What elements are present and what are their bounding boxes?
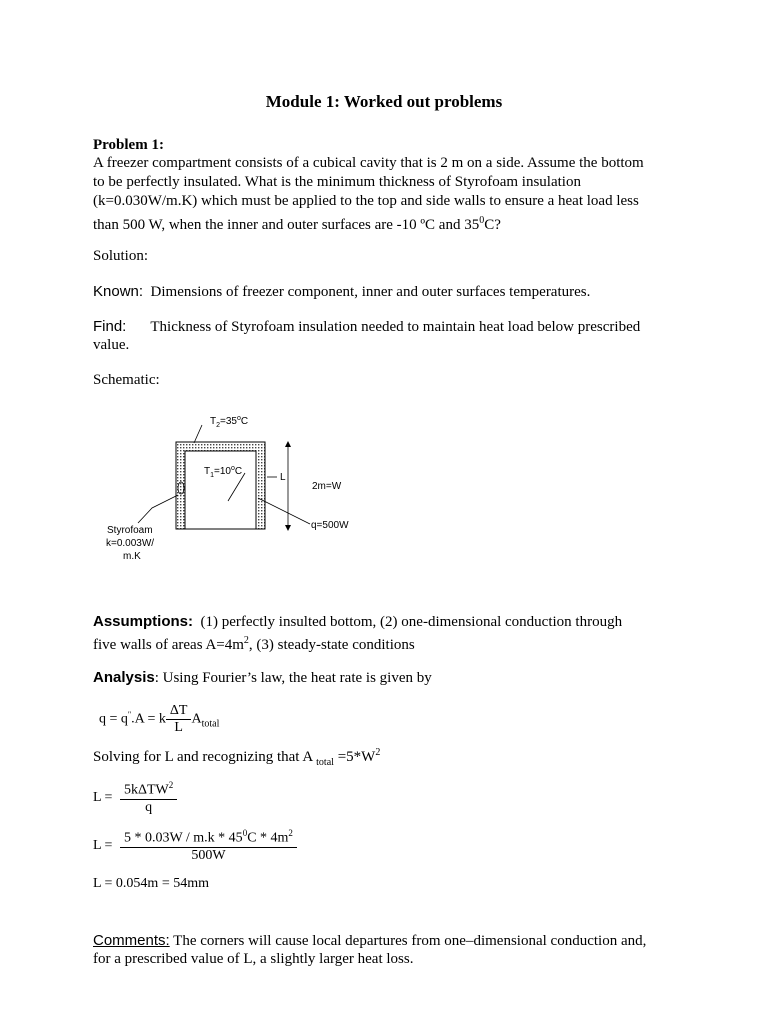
assumptions-line-2 [93,631,675,655]
comments-text-1: The corners will cause local departures from one–dimensional conduction and, [173,933,647,949]
equation-l [93,780,177,816]
height-arrow-bottom [285,525,291,531]
eq3-fraction [120,828,297,864]
cavity-outline [185,451,256,529]
assumptions-text-2b: , (3) steady-state conditions [248,637,415,653]
equation-fourier [99,703,219,736]
equation-substitution [93,828,297,864]
solving-row [93,743,675,772]
known-text: Dimensions of freezer component, inner and outer surfaces temperatures. [150,284,591,300]
problem-heading-text: Problem 1: [93,137,164,153]
eq3-numerator [120,828,297,848]
eq1-denominator: L [174,720,183,735]
analysis-label: Analysis [93,669,155,686]
eq1-lhs: q = q [99,711,128,727]
page-title: Module 1: Worked out problems [265,92,503,111]
problem-line-2: to be perfectly insulated. What is the minimum thickness of Styrofoam insulation [93,174,581,190]
problem-line-4-a: than 500 W, when the inner and outer surfaces are -10 ºC and 35 [93,217,480,233]
eq1-double-prime: " [127,710,132,720]
eq2-denominator: q [145,799,153,815]
assumptions-text-2a: five walls of areas A=4m [93,637,244,653]
find-row [93,317,675,337]
width-label: 2m=W [312,481,342,492]
assumptions-label: Assumptions: [93,613,194,630]
eq2-fraction [120,780,177,816]
styrofoam-unit: m.K [123,551,141,562]
known-row [93,282,675,302]
eq3-lhs: L = [93,838,113,854]
t1-label: $T_1=10^oC$ [204,465,243,479]
find-text-2: value. [93,337,130,353]
analysis-text: : Using Fourier’s law, the heat rate is given by [154,670,432,686]
problem-heading [93,136,675,155]
solving-sub: total [316,757,334,768]
t2-leader [194,425,202,443]
find-text-1: Thickness of Styrofoam insulation needed to maintain heat load below prescribed [150,319,641,335]
eq2-sup: 2 [168,780,174,790]
eq1-a: A [191,711,202,727]
find-label: Find: [93,318,127,335]
styrofoam-leader [138,495,178,523]
assumptions-row [93,612,675,632]
t1-leader [228,473,245,501]
height-arrow-top [285,441,291,447]
solving-text-2: =5*W [337,749,376,765]
eq3-num-sup: 0 [242,828,248,838]
eq3-num-b: C * 4m [247,830,289,846]
eq1-sub: total [201,718,220,730]
solution-label: Solution: [93,248,149,264]
assumptions-text-1: (1) perfectly insulted bottom, (2) one-dimensional conduction through [200,614,623,630]
problem-line-4-sup: 0 [479,215,485,226]
styrofoam-k: k=0.003W/ [106,538,155,549]
eq1-mid: .A = k [131,711,166,727]
assumptions-sup: 2 [243,635,249,646]
comments-label: Comments: [93,932,170,949]
analysis-row [93,668,675,688]
eq3-num-a: 5 * 0.03W / m.k * 45 [123,830,243,846]
eq1-numerator: ΔT [166,703,192,720]
eq1-fraction [166,703,192,736]
eq3-denominator: 500W [191,847,226,863]
result-line: L = 0.054m = 54mm [93,876,209,891]
problem-line-4-b: C? [484,217,501,233]
eq3-num-sup2: 2 [288,828,293,838]
comments-row [93,931,675,951]
q-label: q=500W [311,520,349,531]
eq2-numerator [120,780,177,800]
solving-text-1: Solving for L and recognizing that A [93,749,313,765]
t2-label: $T_2=35^oC$ [210,415,249,429]
eq2-num-text: 5kΔTW [123,782,169,798]
comments-line-2: for a prescribed value of L, a slightly larger heat loss. [93,951,414,967]
problem-line-4 [93,211,675,235]
l-label: L [280,472,286,483]
insulation-wall [176,442,265,529]
schematic-label: Schematic: [93,372,160,388]
styrofoam-label: Styrofoam [107,525,153,536]
problem-line-3: (k=0.030W/m.K) which must be applied to the top and side walls to ensure a heat load less [93,193,639,209]
q-leader [258,498,310,524]
solving-sup: 2 [375,747,381,758]
known-label: Known: [93,283,144,300]
eq2-lhs: L = [93,790,113,806]
problem-line-1: A freezer compartment consists of a cubical cavity that is 2 m on a side. Assume the bottom [93,155,644,171]
schematic-diagram [90,405,390,570]
